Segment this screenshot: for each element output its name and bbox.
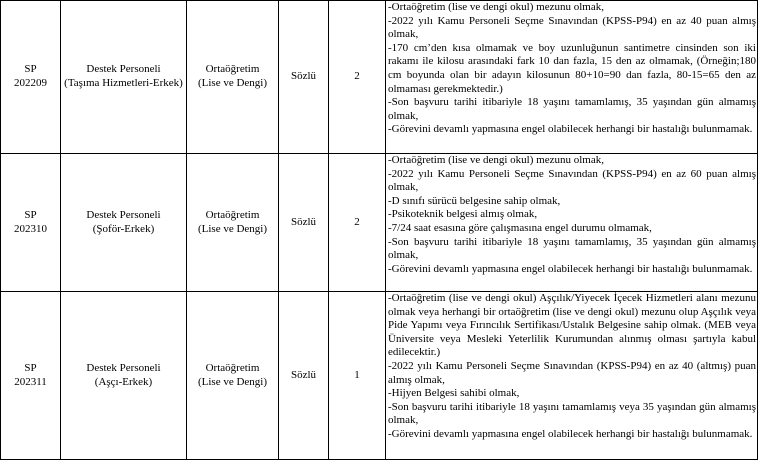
- requirement-item: -Son başvuru tarihi itibariyle 18 yaşını tamamlamış, 35 yaşından gün almamış olmak,: [388, 96, 756, 122]
- position-count-cell: 1: [329, 292, 386, 460]
- exam-type-cell: Sözlü: [279, 1, 329, 154]
- position-code-cell: [1, 154, 61, 292]
- position-code-cell: [1, 1, 61, 154]
- position-title: Destek Personeli: [86, 63, 161, 76]
- position-title: Destek Personeli: [86, 208, 161, 221]
- position-title-cell: [61, 154, 187, 292]
- table-row: [1, 292, 758, 460]
- education-cell: [187, 154, 279, 292]
- position-code-prefix: SP: [24, 63, 37, 76]
- education-level: Ortaöğretim: [205, 63, 260, 76]
- requirement-item: -Son başvuru tarihi itibariyle 18 yaşını tamamlamış, 35 yaşından gün almamış olmak,: [388, 235, 756, 262]
- exam-type-cell: Sözlü: [279, 292, 329, 460]
- position-code-prefix: SP: [24, 361, 37, 374]
- requirements-cell: [386, 292, 758, 460]
- requirements-cell: [386, 1, 758, 154]
- requirement-item: -2022 yılı Kamu Personeli Seçme Sınavından (KPSS-P94) en az 40 puan almış olmak,: [388, 14, 756, 41]
- requirement-item: -Ortaöğretim (lise ve dengi okul) Aşçılık/Yiyecek İçecek Hizmetleri alanı mezunu olmak veya herhangi bir ortaöğretim (lise ve dengi okul) mezunu olup Aşçılık veya Pide Yapımı veya Fırıncılık Sertifikası/Ustalık Belgesine sahip olmak. (MEB veya Üniversite veya Mesleki Yeterlilik Kurumundan alınmış olması şartıyla kabul edilecektir.): [388, 292, 756, 359]
- position-count-cell: 2: [329, 1, 386, 154]
- requirement-item: -Son başvuru tarihi itibariyle 18 yaşını tamamlamış veya 35 yaşından gün almamış olmak,: [388, 400, 756, 427]
- position-code-number: 202311: [14, 375, 47, 388]
- requirement-item: -2022 yılı Kamu Personeli Seçme Sınavından (KPSS-P94) en az 60 puan almış olmak,: [388, 167, 756, 194]
- requirement-item: -Ortaöğretim (lise ve dengi okul) mezunu olmak,: [388, 154, 604, 166]
- table-row: [1, 1, 758, 154]
- education-level: Ortaöğretim: [205, 208, 260, 221]
- requirement-item: -Görevini devamlı yapmasına engel olabilecek herhangi bir hastalığı bulunmamak.: [388, 123, 753, 136]
- requirement-item: -Psikoteknik belgesi almış olmak,: [388, 208, 538, 221]
- education-level: Ortaöğretim: [205, 361, 260, 374]
- requirement-item: -Ortaöğretim (lise ve dengi okul) mezunu olmak,: [388, 1, 604, 13]
- table-row: [1, 154, 758, 292]
- requirement-item: -7/24 saat esasına göre çalışmasına engel durumu olmamak,: [388, 221, 652, 234]
- exam-type-cell: Sözlü: [279, 154, 329, 292]
- position-detail: (Aşçı-Erkek): [94, 375, 153, 388]
- position-code-number: 202310: [14, 222, 47, 235]
- position-title: Destek Personeli: [86, 361, 161, 374]
- education-detail: (Lise ve Dengi): [197, 222, 268, 235]
- position-title-cell: [61, 1, 187, 154]
- education-cell: [187, 1, 279, 154]
- requirement-item: -Hijyen Belgesi sahibi olmak,: [388, 387, 520, 400]
- education-cell: [187, 292, 279, 460]
- position-code-cell: [1, 292, 61, 460]
- requirement-item: -D sınıfı sürücü belgesine sahip olmak,: [388, 194, 561, 207]
- education-detail: (Lise ve Dengi): [197, 77, 268, 89]
- requirements-cell: [386, 154, 758, 292]
- position-count-cell: 2: [329, 154, 386, 292]
- requirement-item: -170 cm’den kısa olmamak ve boy uzunluğunun santimetre cinsinden son iki rakamı ile kilosu arasındaki fark 10 dan fazla, 15 den az olmamak, (Örneğin;180 cm boyunda olan bir adayın kilosunun 80+10=90 dan fazla, 80-15=65 den az olmaması gerekmektedir.): [388, 41, 756, 95]
- requirement-item: -Görevini devamlı yapmasına engel olabilecek herhangi bir hastalığı bulunmamak.: [388, 427, 753, 440]
- position-detail: (Taşıma Hizmetleri-Erkek): [64, 77, 183, 89]
- education-detail: (Lise ve Dengi): [197, 375, 268, 388]
- position-title-cell: [61, 292, 187, 460]
- requirement-item: -2022 yılı Kamu Personeli Seçme Sınavından (KPSS-P94) en az 40 (altmış) puan almış olmak,: [388, 359, 756, 386]
- position-detail: (Şoför-Erkek): [92, 222, 155, 235]
- requirement-item: -Görevini devamlı yapmasına engel olabilecek herhangi bir hastalığı bulunmamak.: [388, 262, 753, 275]
- position-code-number: 202209: [14, 77, 47, 89]
- position-code-prefix: SP: [24, 208, 37, 221]
